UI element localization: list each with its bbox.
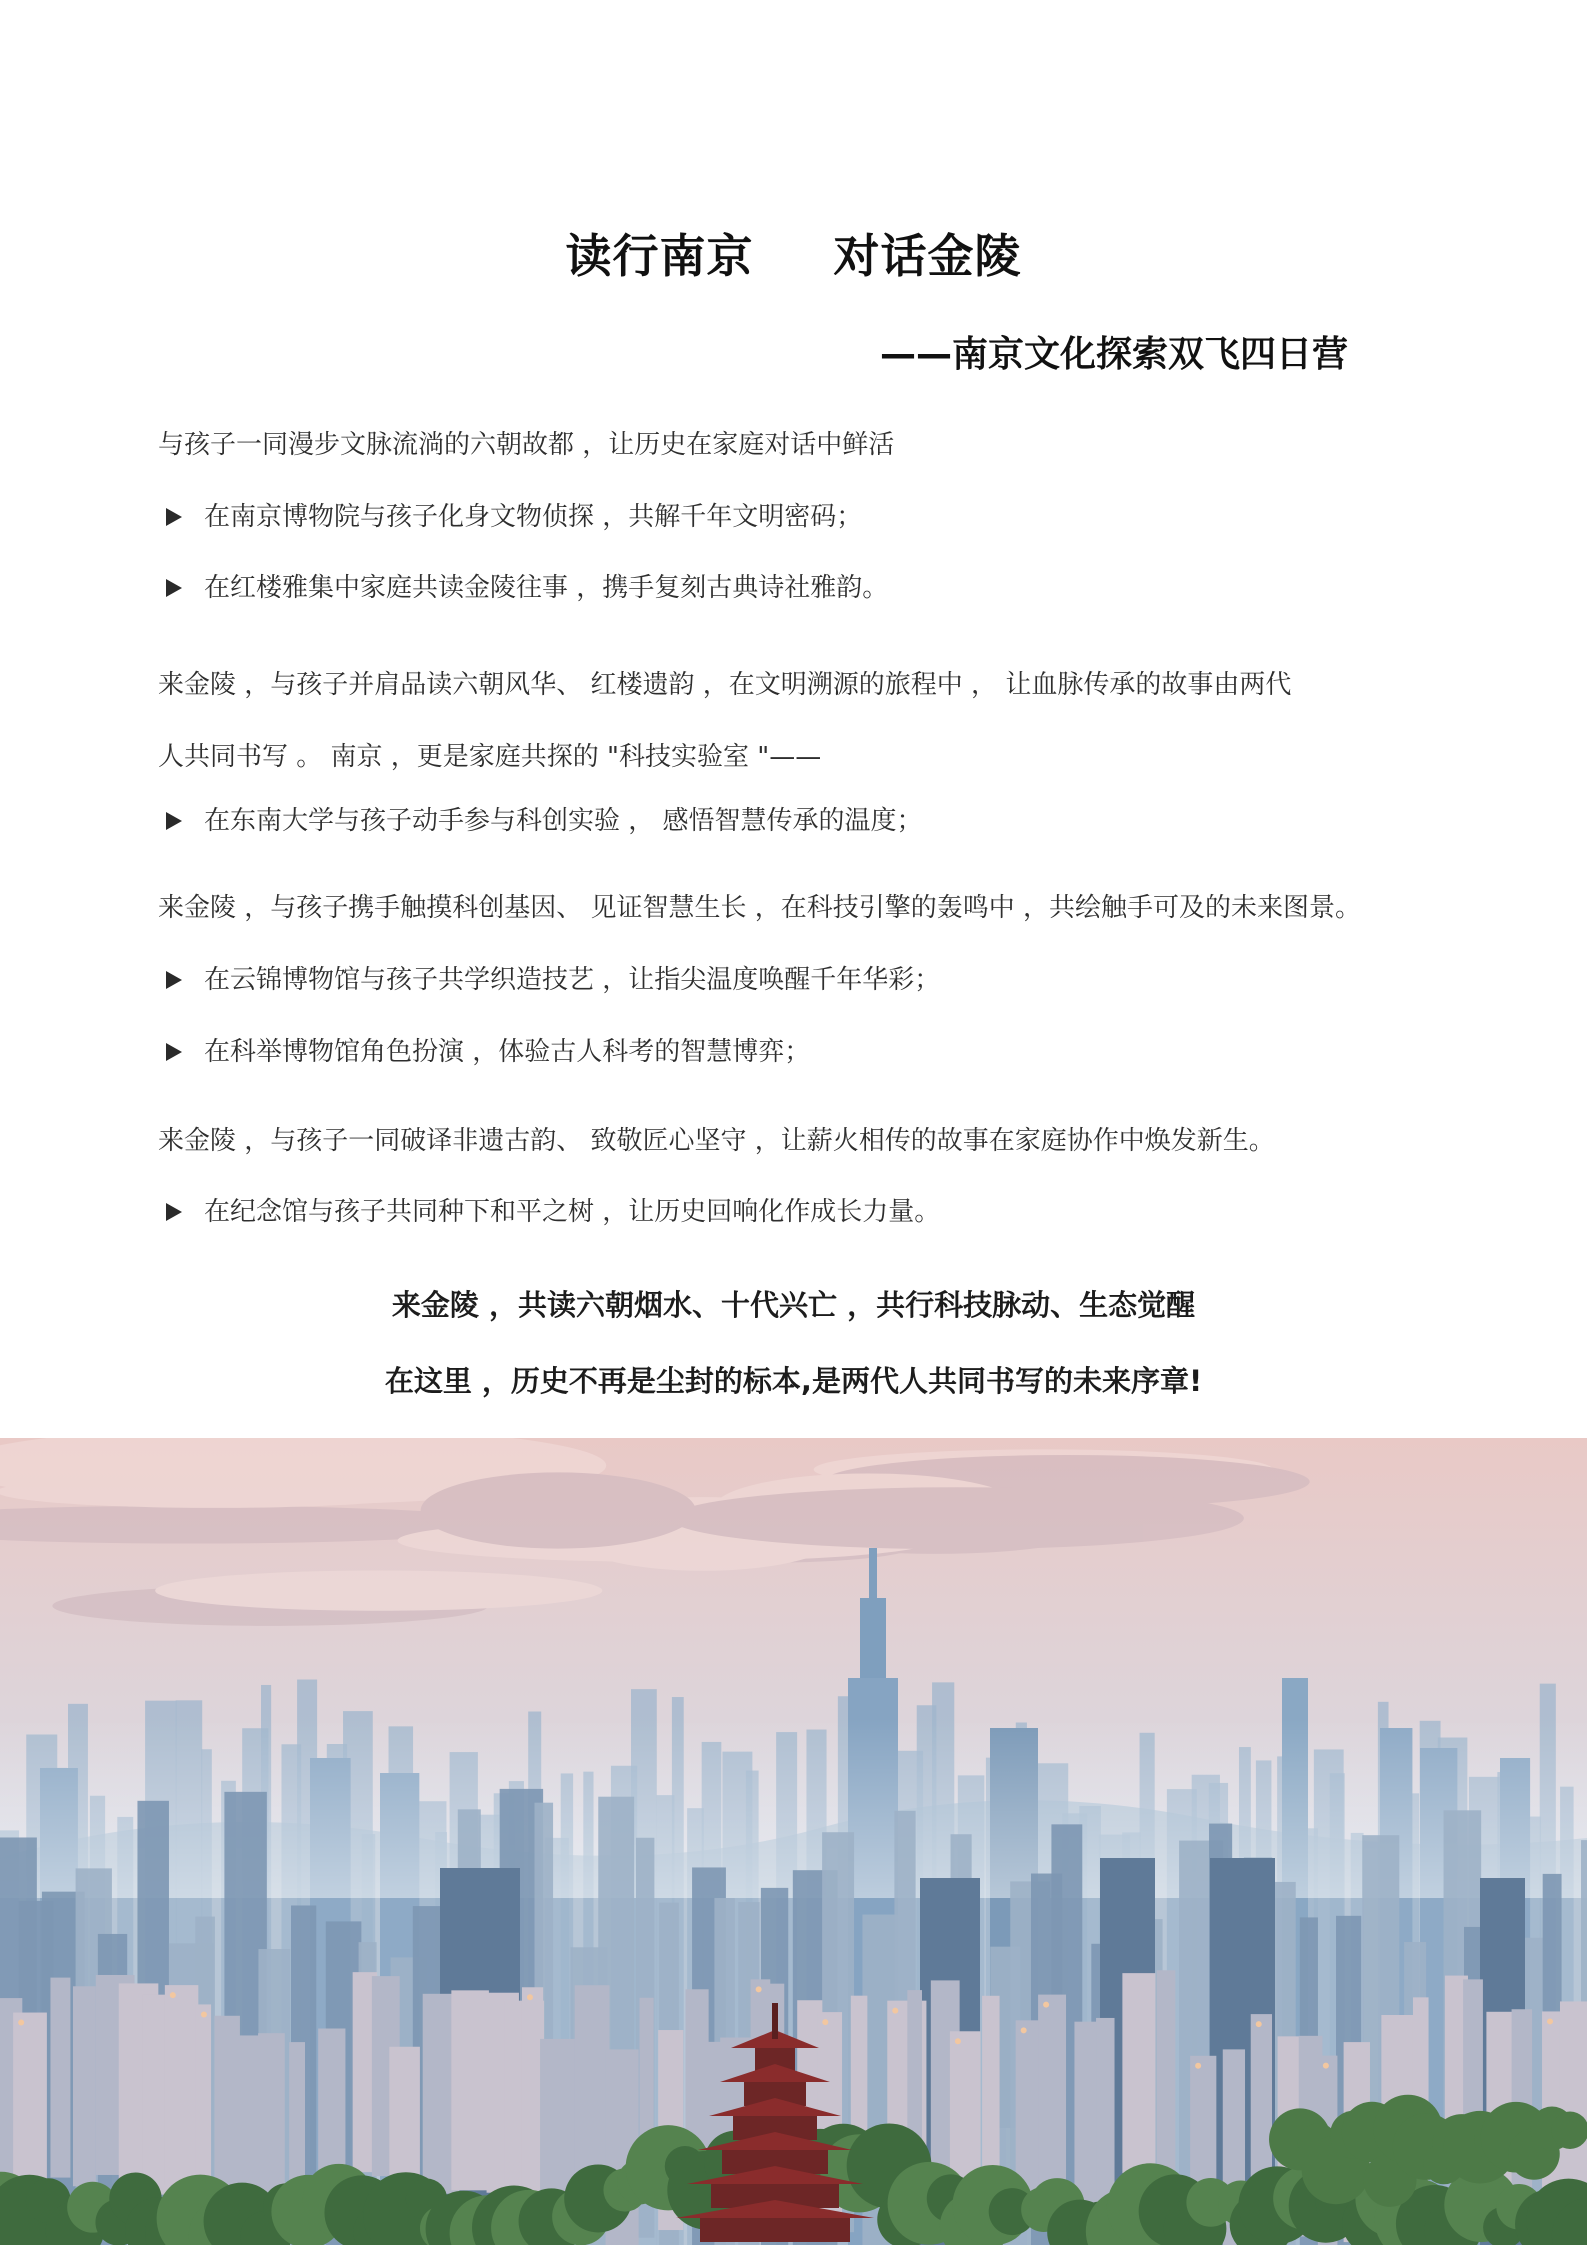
tree-shape (1551, 2112, 1587, 2149)
pagoda-spire-shape (772, 2003, 778, 2039)
triangle-bullet-icon (166, 812, 182, 830)
bullet-item (166, 1034, 810, 1070)
bullet-text: 在云锦博物馆与孩子共学织造技艺 ，让指尖温度唤醒千年华彩； (204, 965, 941, 995)
bullet-text: 在南京博物院与孩子化身文物侦探 ，共解千年文明密码； (204, 502, 863, 532)
building-shape (50, 1978, 70, 2178)
light-shape (18, 2020, 24, 2026)
bullet-item (166, 499, 862, 535)
light-shape (892, 2008, 898, 2014)
triangle-bullet-icon (166, 508, 182, 526)
light-shape (756, 1986, 762, 1992)
bullet-item (166, 1194, 940, 1230)
paragraph-line: 来金陵 ，与孩子并肩品读六朝风华、 红楼遗韵 ，在文明溯源的旅程中 ， 让血脉传承的故事由两代 (158, 670, 1292, 700)
paragraph-line: 来金陵 ，与孩子携手触摸科创基因、 见证智慧生长 ，在科技引擎的轰鸣中 ，共绘触手可及的未来图景。 (158, 893, 1362, 923)
building-shape (1122, 1973, 1155, 2173)
light-shape (1043, 2002, 1049, 2008)
nanjing-skyline-photo (0, 1438, 1587, 2245)
bullet-item (166, 570, 888, 606)
light-shape (1256, 2021, 1262, 2027)
cloud-shape (155, 1570, 602, 1610)
building-shape (73, 1986, 96, 2186)
light-shape (1323, 2063, 1329, 2069)
bullet-item (166, 803, 923, 839)
paragraph-line: 人共同书写 。 南京 ，更是家庭共探的 "科技实验室 "—— (158, 742, 822, 772)
building-shape (1038, 1995, 1066, 2195)
cloud-shape (421, 1472, 696, 1548)
bullet-text: 在东南大学与孩子动手参与科创实验 ， 感悟智慧传承的温度； (204, 806, 923, 836)
closing-line: 来金陵 ，共读六朝烟水、十代兴亡 ，共行科技脉动、生态觉醒 (391, 1288, 1196, 1322)
building-shape (522, 1987, 543, 2187)
light-shape (822, 2019, 828, 2025)
bullet-text: 在纪念馆与孩子共同种下和平之树 ，让历史回响化作成长力量。 (204, 1197, 941, 1227)
light-shape (170, 1992, 176, 1998)
page-title: 读行南京 对话金陵 (565, 229, 1022, 283)
light-shape (1195, 2063, 1201, 2069)
light-shape (1021, 2027, 1027, 2033)
triangle-bullet-icon (166, 579, 182, 597)
tower-spire-shape (869, 1548, 877, 1608)
light-shape (201, 2011, 207, 2017)
building-shape (575, 1985, 610, 2185)
building-shape (451, 1990, 489, 2190)
building-shape (196, 2004, 211, 2204)
bullet-text: 在红楼雅集中家庭共读金陵往事 ，携手复刻古典诗社雅韵。 (204, 573, 889, 603)
page-subtitle: ——南京文化探索双飞四日营 (880, 334, 1349, 375)
closing-line: 在这里 ，历史不再是尘封的标本,是两代人共同书写的未来序章! (384, 1364, 1203, 1398)
building-shape (1560, 2001, 1587, 2201)
triangle-bullet-icon (166, 971, 182, 989)
bullet-item (166, 962, 940, 998)
bullet-text: 在科举博物馆角色扮演 ，体验古人科考的智慧博弈； (204, 1037, 811, 1067)
intro-line: 与孩子一同漫步文脉流淌的六朝故都 ，让历史在家庭对话中鲜活 (158, 430, 895, 460)
light-shape (527, 1994, 533, 2000)
triangle-bullet-icon (166, 1043, 182, 1061)
building-shape (1157, 1970, 1176, 2170)
triangle-bullet-icon (166, 1203, 182, 1221)
light-shape (955, 2038, 961, 2044)
cloud-shape (670, 1487, 1244, 1549)
cloud-shape (0, 1475, 435, 1508)
paragraph-line: 来金陵 ，与孩子一同破译非遗古韵、 致敬匠心坚守 ，让薪火相传的故事在家庭协作中焕发新生。 (158, 1126, 1275, 1156)
building-shape (165, 1985, 199, 2185)
light-shape (1547, 2018, 1553, 2024)
pagoda-tier-shape (700, 2216, 850, 2242)
